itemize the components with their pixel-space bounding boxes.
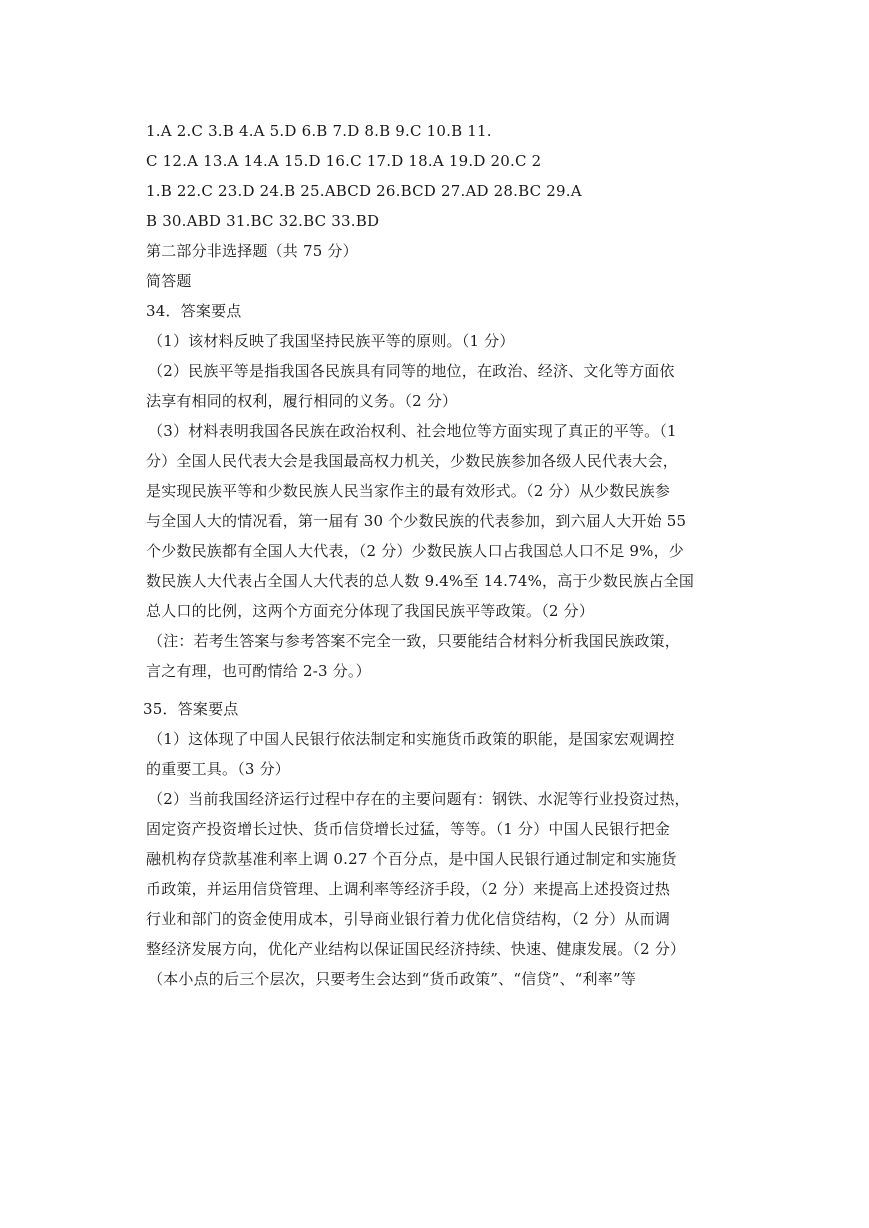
answer-line: （1）该材料反映了我国坚持民族平等的原则。（1 分）: [148, 332, 515, 350]
answer-line: 个少数民族都有全国人大代表，（2 分）少数民族人口占我国总人口不足 9%，少: [146, 542, 684, 560]
answer-document: [143, 116, 726, 994]
answer-line: （2）当前我国经济运行过程中存在的主要问题有：钢铁、水泥等行业投资过热，: [148, 790, 690, 808]
answer-line: 币政策，并运用信贷管理、上调利率等经济手段，（2 分）来提高上述投资过热: [146, 880, 671, 898]
answer-line: 的重要工具。（3 分）: [146, 760, 291, 778]
answer-line: 法享有相同的权利，履行相同的义务。（2 分）: [146, 392, 458, 410]
answer-line: 融机构存贷款基准利率上调 0.27 个百分点，是中国人民银行通过制定和实施货: [146, 850, 677, 868]
question-35: [143, 694, 726, 994]
answer-line: 是实现民族平等和少数民族人民当家作主的最有效形式。（2 分）从少数民族参: [146, 482, 671, 500]
answer-key: [146, 116, 726, 236]
answer-key-line: 1.A 2.C 3.B 4.A 5.D 6.B 7.D 8.B 9.C 10.B 11.: [146, 122, 492, 140]
answer-line: （3）材料表明我国各民族在政治权利、社会地位等方面实现了真正的平等。（1: [148, 422, 677, 440]
question-34: [146, 296, 726, 686]
answer-line: 总人口的比例，这两个方面充分体现了我国民族平等政策。（2 分）: [146, 602, 595, 620]
answer-line: 与全国人大的情况看，第一届有 30 个少数民族的代表参加，到六届人大开始 55: [146, 512, 687, 530]
note-line: 言之有理，也可酌情给 2-3 分。）: [146, 662, 371, 680]
answer-key-line: C 12.A 13.A 14.A 15.D 16.C 17.D 18.A 19.D 20.C 2: [146, 152, 542, 170]
section-title: 简答题: [146, 272, 192, 290]
answer-line: （2）民族平等是指我国各民族具有同等的地位，在政治、经济、文化等方面依: [148, 362, 675, 380]
question-heading: 35．答案要点: [143, 700, 239, 718]
answer-line: 固定资产投资增长过快、货币信贷增长过猛，等等。（1 分）中国人民银行把金: [146, 820, 671, 838]
note-line: （注：若考生答案与参考答案不完全一致，只要能结合材料分析我国民族政策，: [148, 632, 681, 650]
note-line: （本小点的后三个层次，只要考生会达到“货币政策”、“信贷”、“利率”等: [148, 970, 637, 988]
answer-line: （1）这体现了中国人民银行依法制定和实施货币政策的职能，是国家宏观调控: [148, 730, 675, 748]
answer-line: 分）全国人民代表大会是我国最高权力机关，少数民族参加各级人民代表大会，: [146, 452, 679, 470]
part-two-title: 第二部分非选择题（共 75 分）: [146, 242, 358, 260]
answer-line: 数民族人大代表占全国人大代表的总人数 9.4%至 14.74%，高于少数民族占全国: [146, 572, 695, 590]
answer-key-line: B 30.ABD 31.BC 32.BC 33.BD: [146, 212, 380, 230]
answer-line: 整经济发展方向，优化产业结构以保证国民经济持续、快速、健康发展。（2 分）: [146, 940, 686, 958]
answer-line: 行业和部门的资金使用成本，引导商业银行着力优化信贷结构，（2 分）从而调: [146, 910, 671, 928]
question-heading: 34．答案要点: [146, 302, 242, 320]
answer-key-line: 1.B 22.C 23.D 24.B 25.ABCD 26.BCD 27.AD 28.BC 29.A: [146, 182, 582, 200]
